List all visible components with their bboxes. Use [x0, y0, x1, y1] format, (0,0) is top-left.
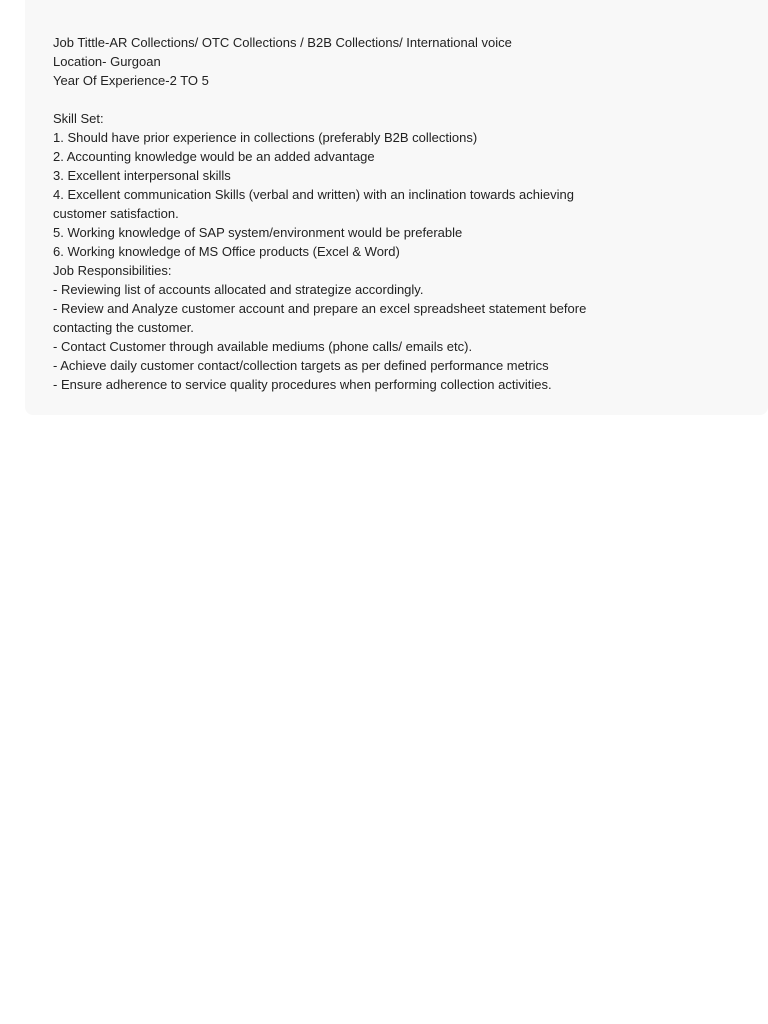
skill-item: 1. Should have prior experience in collections (preferably B2B collections) — [53, 130, 478, 145]
skill-item-continuation: customer satisfaction. — [53, 206, 179, 221]
location-line: Location- Gurgoan — [53, 54, 161, 69]
blank-line — [53, 90, 768, 109]
responsibility-item: - Reviewing list of accounts allocated and strategize accordingly. — [53, 282, 424, 297]
skill-item: 5. Working knowledge of SAP system/environment would be preferable — [53, 225, 463, 240]
responsibility-item: - Achieve daily customer contact/collection targets as per defined performance metrics — [53, 358, 549, 373]
skill-item: 2. Accounting knowledge would be an added advantage — [53, 149, 375, 164]
responsibility-item-continuation: contacting the customer. — [53, 320, 194, 335]
skill-item: 6. Working knowledge of MS Office products (Excel & Word) — [53, 244, 400, 259]
responsibility-item: - Contact Customer through available mediums (phone calls/ emails etc). — [53, 339, 473, 354]
job-title-line: Job Tittle-AR Collections/ OTC Collections / B2B Collections/ International voice — [53, 35, 512, 50]
skill-set-heading: Skill Set: — [53, 111, 104, 126]
responsibility-item: - Review and Analyze customer account and prepare an excel spreadsheet statement before — [53, 301, 587, 316]
experience-line: Year Of Experience-2 TO 5 — [53, 73, 209, 88]
skill-item: 3. Excellent interpersonal skills — [53, 168, 231, 183]
responsibility-item: - Ensure adherence to service quality procedures when performing collection activities. — [53, 377, 552, 392]
job-description-card — [25, 0, 768, 415]
skill-item: 4. Excellent communication Skills (verbal and written) with an inclination towards achieving — [53, 187, 574, 202]
responsibilities-heading: Job Responsibilities: — [53, 263, 172, 278]
